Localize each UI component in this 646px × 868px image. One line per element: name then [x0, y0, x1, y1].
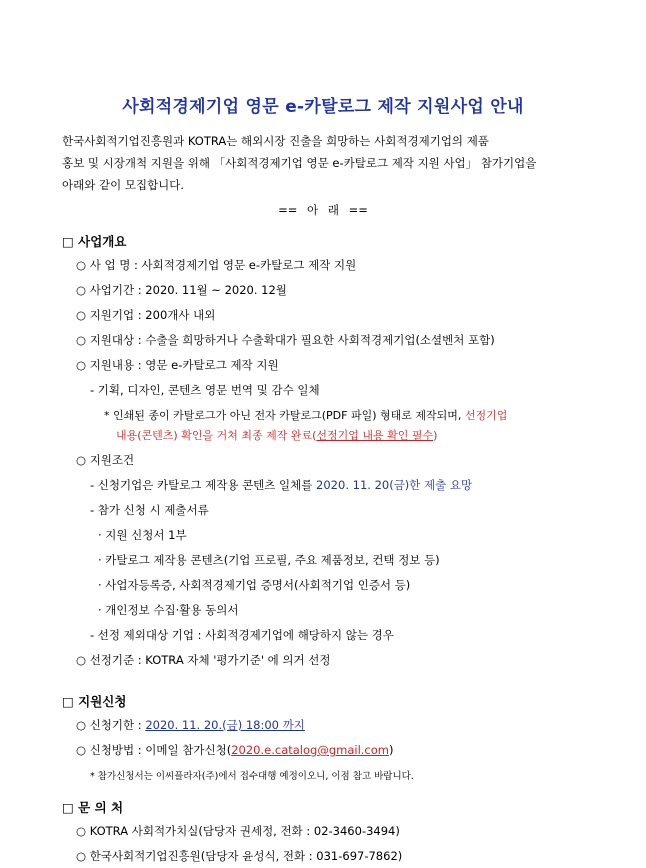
application-method — [76, 742, 393, 758]
condition-submit — [90, 477, 472, 493]
overview-item-companies: ○ 지원기업 : 200개사 내외 — [76, 308, 216, 322]
star-note-text: * 인쇄된 종이 카탈로그가 아닌 전자 카탈로그(PDF 파일) 형태로 제작되며, — [104, 409, 465, 422]
star-note-red-1: 선정기업 — [464, 409, 508, 422]
section-heading-application: □ 지원신청 — [62, 694, 127, 709]
section-heading-contact: □ 문 의 처 — [62, 800, 124, 815]
method-label: ○ 신청방법 : 이메일 참가신청( — [76, 743, 232, 757]
document-item: · 카탈로그 제작용 콘텐츠(기업 프로필, 주요 제품정보, 컨택 정보 등) — [98, 553, 440, 567]
email-link[interactable]: 2020.e.catalog@gmail.com — [231, 743, 389, 757]
overview-item-target: ○ 지원대상 : 수출을 희망하거나 수출확대가 필요한 사회적경제기업(소셜벤처 포함) — [76, 333, 495, 347]
intro-line-3: 아래와 같이 모집합니다. — [62, 178, 185, 192]
application-deadline — [76, 717, 305, 733]
separator: == 아 래 == — [278, 203, 368, 217]
overview-item-name: ○ 사 업 명 : 사회적경제기업 영문 e-카탈로그 제작 지원 — [76, 258, 357, 272]
contact-kosea: ○ 한국사회적기업진흥원(담당자 윤성식, 전화 : 031-697-7862) — [76, 849, 403, 863]
star-note-red-2: 내용(콘텐츠) 확인을 거쳐 최종 제작 완료( — [116, 429, 317, 442]
conditions-label: ○ 지원조건 — [76, 453, 135, 467]
intro-paragraph — [62, 130, 602, 196]
star-note-red-underline: 선정기업 내용 확인 필수 — [316, 429, 434, 442]
selection-criteria: ○ 선정기준 : KOTRA 자체 '평가기준' 에 의거 선정 — [76, 653, 331, 667]
document-item: · 지원 신청서 1부 — [98, 528, 187, 542]
page-title: 사회적경제기업 영문 e-카탈로그 제작 지원사업 안내 — [122, 97, 524, 117]
deadline-label: ○ 신청기한 : — [76, 718, 146, 732]
intro-line-1: 한국사회적기업진흥원과 KOTRA는 해외시장 진출을 희망하는 사회적경제기업의 제품 — [62, 134, 489, 148]
contact-kotra: ○ KOTRA 사회적가치실(담당자 권세정, 전화 : 02-3460-3494) — [76, 824, 400, 838]
overview-item-content: ○ 지원내용 : 영문 e-카탈로그 제작 지원 — [76, 358, 279, 372]
document-item: · 개인정보 수집·활용 동의서 — [98, 603, 239, 617]
condition-documents: - 참가 신청 시 제출서류 — [90, 503, 209, 517]
star-note-line-2 — [116, 427, 437, 443]
star-note-line-1 — [104, 407, 507, 423]
star-note-red-3: ) — [433, 429, 438, 442]
overview-item-period: ○ 사업기간 : 2020. 11월 ~ 2020. 12월 — [76, 283, 287, 297]
section-heading-overview: □ 사업개요 — [62, 234, 127, 249]
condition-submit-text: - 신청기업은 카탈로그 제작용 콘텐츠 일체를 — [90, 478, 317, 492]
deadline-value: 2020. 11. 20.(금) 18:00 까지 — [145, 718, 305, 732]
condition-exclusion: - 선정 제외대상 기업 : 사회적경제기업에 해당하지 않는 경우 — [90, 628, 394, 642]
condition-submit-deadline: 2020. 11. 20(금)한 제출 요망 — [316, 478, 473, 492]
document-item: · 사업자등록증, 사회적경제기업 증명서(사회적기업 인증서 등) — [98, 578, 411, 592]
application-note: * 참가신청서는 이씨플라자(주)에서 접수대행 예정이오니, 이점 참고 바랍니다. — [90, 771, 414, 782]
intro-line-2: 홍보 및 시장개척 지원을 위해 「사회적경제기업 영문 e-카탈로그 제작 지원 사업」 참가기업을 — [62, 156, 537, 170]
method-end: ) — [388, 743, 394, 757]
content-detail-dash: - 기획, 디자인, 콘텐츠 영문 번역 및 감수 일체 — [90, 383, 320, 397]
